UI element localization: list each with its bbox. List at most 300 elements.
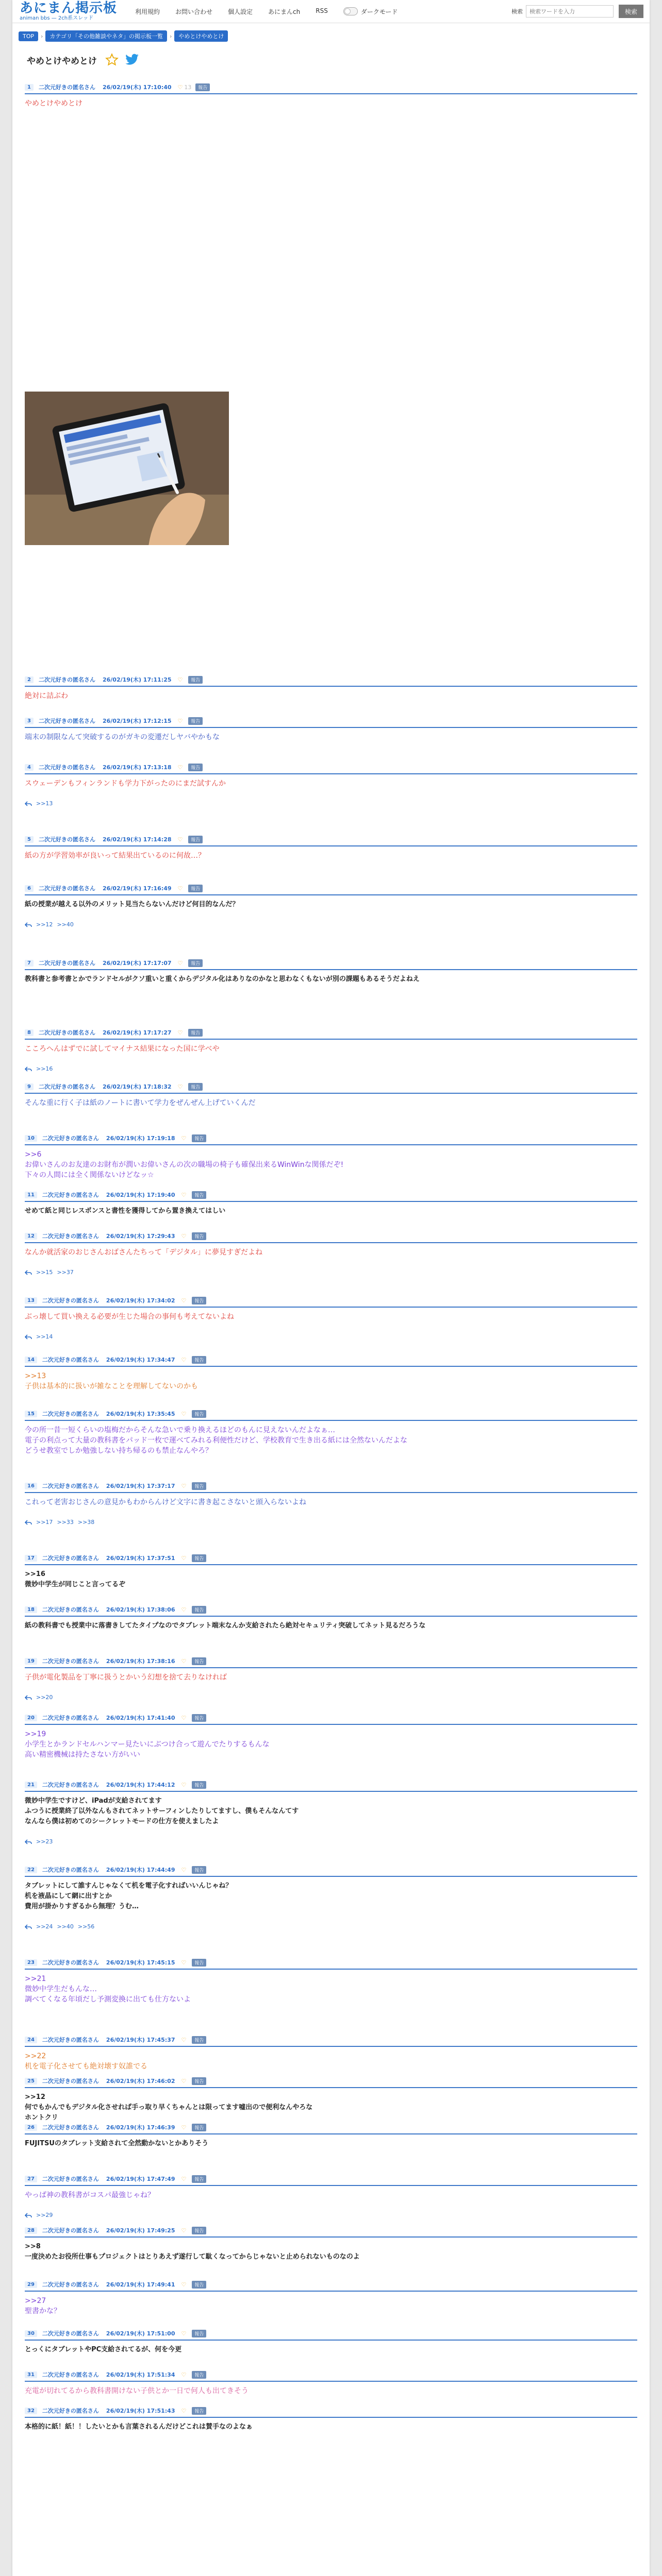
post-number[interactable]: 2: [25, 676, 34, 683]
post-date: 26/02/19(木) 17:16:49: [102, 885, 172, 892]
post-body: こころへんはずでに試してマイナス結果になった国に学べや: [25, 1045, 220, 1053]
heart-icon[interactable]: ♡: [181, 1191, 187, 1198]
post-body: 今の所一昔一短くらいの塩梅だからそんな急いで乗り換えるほどのもんに見えないんだよなぁ… 電子の利点って大量の教科書をパッド一枚で運べてみれる利便性だけど、学校教育で生き出る紙には全然ないんだよな どうせ教室でしか勉強しない持ち帰るのも禁止なんやろ？: [25, 1426, 407, 1455]
heart-icon[interactable]: ♡: [181, 1554, 187, 1562]
heart-icon[interactable]: ♡: [181, 1134, 187, 1142]
report-button[interactable]: 報告: [192, 2175, 206, 2183]
post-number[interactable]: 7: [25, 960, 34, 967]
post-meta: [25, 1780, 637, 1789]
reply-arrow-icon: [25, 1924, 32, 1929]
post-date: 26/02/19(木) 17:38:16: [106, 1658, 175, 1665]
toggle-track[interactable]: [343, 7, 358, 15]
poster-name: 二次元好きの匿名さん: [38, 1083, 95, 1090]
post-date: 26/02/19(木) 17:19:18: [106, 1135, 175, 1142]
post-body: >>27 聖書かな？: [25, 2297, 61, 2315]
reply-links: [25, 1838, 637, 1845]
post-number[interactable]: 18: [25, 1606, 37, 1613]
heart-icon[interactable]: ♡: [181, 1657, 187, 1665]
post-body: ぶっ壊して買い換える必要が生じた場合の事何も考えてないよね: [25, 1313, 234, 1321]
post-meta: [25, 2280, 637, 2289]
post-date: 26/02/19(木) 17:51:00: [106, 2330, 175, 2337]
post-date: 26/02/19(木) 17:44:49: [106, 1867, 175, 1873]
post-body: 端末の制限なんて突破するのがガキの変遷だしヤバやかもな: [25, 733, 220, 741]
thread-title-row: [27, 53, 650, 66]
heart-icon[interactable]: ♡: [181, 1356, 187, 1363]
breadcrumb-thread[interactable]: やめとけやめとけ: [174, 30, 228, 42]
post-meta: [25, 1553, 637, 1563]
post-date: 26/02/19(木) 17:38:06: [106, 1606, 175, 1613]
post-meta: [25, 835, 637, 844]
post: [25, 2280, 637, 2316]
post: [25, 1296, 637, 1340]
heart-icon[interactable]: ♡: [177, 1083, 183, 1090]
post-body: なんか就活家のおじさんおばさんたちって「デジタル」に夢見すぎだよね: [25, 1248, 263, 1257]
post-number[interactable]: 11: [25, 1192, 37, 1198]
heart-icon[interactable]: ♡: [177, 885, 183, 892]
heart-icon[interactable]: ♡: [181, 2330, 187, 2337]
post: [25, 1780, 637, 1845]
report-button[interactable]: 報告: [192, 2077, 206, 2085]
reply-arrow-icon: [25, 1520, 32, 1525]
heart-icon[interactable]: ♡: [181, 2036, 187, 2043]
search-label: 検索: [511, 8, 523, 15]
report-button[interactable]: 報告: [192, 1781, 206, 1789]
post-date: 26/02/19(木) 17:45:15: [106, 1959, 175, 1966]
search-input[interactable]: [526, 5, 614, 18]
like-count: 13: [184, 83, 192, 91]
post-body: 微妙中学生ですけど、iPadが支給されてます ふつうに授業終了以外なんもされてネットサーフィンしたりしてますし、僕もそんなんてす なんなら僕は初めてのシークレットモードの仕方を使えましたよ: [25, 1797, 299, 1825]
reply-link[interactable]: >>16: [36, 1065, 53, 1072]
poster-name: 二次元好きの匿名さん: [42, 1297, 99, 1304]
reply-arrow-icon: [25, 801, 32, 806]
search-button[interactable]: 検索: [619, 5, 643, 18]
heart-icon[interactable]: ♡: [181, 2407, 187, 2414]
breadcrumb: [19, 30, 650, 42]
report-button[interactable]: 報告: [188, 836, 203, 843]
heart-icon[interactable]: ♡: [181, 1959, 187, 1966]
post-body: せめて紙と同じレスポンスと書性を獲得してから置き換えてはしい: [25, 1207, 226, 1215]
poster-name: 二次元好きの匿名さん: [38, 836, 95, 843]
poster-name: 二次元好きの匿名さん: [38, 84, 95, 91]
heart-icon[interactable]: ♡: [181, 1606, 187, 1613]
poster-name: 二次元好きの匿名さん: [42, 2124, 99, 2131]
post-number[interactable]: 1: [25, 84, 34, 91]
report-button[interactable]: 報告: [188, 959, 203, 967]
reply-links: [25, 921, 637, 928]
nav-terms[interactable]: 利用規約: [135, 8, 160, 15]
reply-arrow-icon: [25, 922, 32, 927]
post-body: やっぱ神の教科書がコスパ最強じゃね？: [25, 2191, 155, 2199]
heart-icon[interactable]: ♡: [177, 717, 183, 724]
heart-icon[interactable]: ♡: [181, 1410, 187, 1417]
report-button[interactable]: 報告: [192, 2227, 206, 2234]
poster-name: 二次元好きの匿名さん: [42, 1483, 99, 1489]
post-date: 26/02/19(木) 17:46:02: [106, 2078, 175, 2084]
post: [25, 2406, 637, 2432]
post-number[interactable]: 28: [25, 2227, 37, 2234]
post: [25, 1355, 637, 1392]
report-button[interactable]: 報告: [192, 1554, 206, 1562]
nav-contact[interactable]: お問い合わせ: [175, 8, 213, 15]
nav-animanch[interactable]: あにまんch: [268, 8, 301, 15]
report-button[interactable]: 報告: [192, 2124, 206, 2131]
page: [12, 0, 650, 2576]
post: [25, 1028, 637, 1072]
report-button[interactable]: 報告: [192, 1714, 206, 1722]
reply-link[interactable]: >>56: [77, 1923, 95, 1930]
post-number[interactable]: 19: [25, 1658, 37, 1665]
bird-icon[interactable]: [125, 54, 139, 66]
post-number[interactable]: 13: [25, 1297, 37, 1304]
poster-name: 二次元好きの匿名さん: [42, 1411, 99, 1417]
post-date: 26/02/19(木) 17:17:07: [102, 960, 172, 967]
reply-links: [25, 1923, 637, 1930]
report-button[interactable]: 報告: [192, 1657, 206, 1665]
post-number[interactable]: 21: [25, 1782, 37, 1788]
post-number[interactable]: 14: [25, 1357, 37, 1363]
post-date: 26/02/19(木) 17:49:25: [106, 2227, 175, 2234]
heart-icon[interactable]: ♡: [181, 1297, 187, 1304]
post-date: 26/02/19(木) 17:51:43: [106, 2408, 175, 2414]
post-number[interactable]: 15: [25, 1411, 37, 1417]
post-date: 26/02/19(木) 17:19:40: [106, 1192, 175, 1198]
post-meta: [25, 1231, 637, 1241]
post-date: 26/02/19(木) 17:37:51: [106, 1555, 175, 1562]
post-date: 26/02/19(木) 17:14:28: [102, 836, 172, 843]
post-body: >>22 机を電子化させても絶対壊す奴誰でる: [25, 2052, 147, 2071]
post-date: 26/02/19(木) 17:45:37: [106, 2037, 175, 2043]
site-logo[interactable]: [20, 1, 123, 22]
post: [25, 82, 637, 109]
post-body: >>12 何でもかんでもデジタル化させれば手っ取り早くちゃんとは限ってます嘘出ので便利なんやろな ホントクリ: [25, 2093, 313, 2122]
post-body: 紙の方が学習効率が良いって結果出ているのに何故…？: [25, 852, 205, 860]
post-meta: [25, 1605, 637, 1614]
reply-link[interactable]: >>37: [57, 1269, 74, 1276]
post-number[interactable]: 16: [25, 1483, 37, 1489]
poster-name: 二次元好きの匿名さん: [42, 1715, 99, 1721]
report-button[interactable]: 報告: [192, 2281, 206, 2289]
post-date: 26/02/19(木) 17:10:40: [102, 84, 172, 91]
post: [25, 1958, 637, 2005]
post-number[interactable]: 30: [25, 2330, 37, 2337]
heart-icon[interactable]: ♡: [181, 2175, 187, 2182]
report-button[interactable]: 報告: [192, 1191, 206, 1199]
report-button[interactable]: 報告: [192, 1959, 206, 1967]
poster-name: 二次元好きの匿名さん: [42, 2330, 99, 2337]
post-body: FUJITSUのタブレット支給されて全然動かないとかありそう: [25, 2140, 209, 2147]
post-meta: [25, 675, 637, 684]
post: [25, 835, 637, 861]
breadcrumb-top[interactable]: TOP: [19, 31, 38, 41]
heart-icon[interactable]: ♡: [181, 2077, 187, 2084]
poster-name: 二次元好きの匿名さん: [38, 764, 95, 771]
post-date: 26/02/19(木) 17:51:34: [106, 2371, 175, 2378]
post: [25, 1605, 637, 1631]
report-button[interactable]: 報告: [192, 2407, 206, 2415]
post-number[interactable]: 17: [25, 1555, 37, 1562]
site-header: [12, 0, 650, 23]
post-body: 絶対に詰ぶわ: [25, 692, 68, 700]
nav-settings[interactable]: 個人設定: [228, 8, 253, 15]
post: [25, 1082, 637, 1108]
post-meta: [25, 2226, 637, 2235]
post-meta: [25, 2076, 637, 2086]
post-body: >>19 小学生とかランドセルハンマー見たいにぶつけ合って遊んでたりするもんな 高い精密機械は持たさない方がいい: [25, 1730, 270, 1759]
post-meta: [25, 2406, 637, 2415]
heart-icon[interactable]: ♡: [181, 1232, 187, 1240]
heart-icon[interactable]: ♡: [181, 2371, 187, 2378]
reply-link[interactable]: >>12: [36, 921, 53, 928]
post: [25, 2076, 637, 2123]
report-button[interactable]: 報告: [192, 2330, 206, 2337]
post-date: 26/02/19(木) 17:46:39: [106, 2124, 175, 2131]
reply-arrow-icon: [25, 1839, 32, 1844]
post-meta: [25, 2329, 637, 2338]
heart-icon[interactable]: ♡: [177, 1029, 183, 1036]
post-body: 子供が電化製品を丁寧に扱うとかいう幻想を捨て去りなければ: [25, 1673, 227, 1682]
post: [25, 2123, 637, 2149]
post: [25, 2226, 637, 2262]
report-button[interactable]: 報告: [188, 717, 203, 725]
poster-name: 二次元好きの匿名さん: [38, 885, 95, 892]
reply-link[interactable]: >>20: [36, 1694, 53, 1701]
post-meta: [25, 1296, 637, 1305]
poster-name: 二次元好きの匿名さん: [38, 718, 95, 724]
post-number[interactable]: 32: [25, 2408, 37, 2414]
heart-icon[interactable]: ♡: [181, 2281, 187, 2288]
post-meta: [25, 762, 637, 772]
post-number[interactable]: 31: [25, 2371, 37, 2378]
reply-link[interactable]: >>38: [77, 1519, 95, 1526]
reply-links: [25, 1269, 637, 1276]
post-number[interactable]: 6: [25, 885, 34, 892]
post-meta: [25, 2123, 637, 2132]
report-button[interactable]: 報告: [192, 1134, 206, 1142]
post-date: 26/02/19(木) 17:13:18: [102, 764, 172, 771]
report-button[interactable]: 報告: [188, 764, 203, 771]
post-body: タブレットにして誰すんじゃなくて机を電子化すればいいんじゃね？ 机を液晶にして網に出すとか 費用が掛かりすぎるから無理？うむ…: [25, 1882, 233, 1910]
nav-rss[interactable]: RSS: [316, 7, 328, 14]
post-number[interactable]: 12: [25, 1233, 37, 1240]
poster-name: 二次元好きの匿名さん: [42, 2037, 99, 2043]
post: [25, 1656, 637, 1701]
post: [25, 1865, 637, 1930]
poster-name: 二次元好きの匿名さん: [42, 2371, 99, 2378]
poster-name: 二次元好きの匿名さん: [38, 1029, 95, 1036]
heart-icon[interactable]: ♡: [177, 83, 183, 91]
poster-name: 二次元好きの匿名さん: [42, 1555, 99, 1562]
post: [25, 1190, 637, 1216]
post-meta: [25, 1082, 637, 1091]
post: [25, 762, 637, 807]
heart-icon[interactable]: ♡: [181, 1482, 187, 1489]
poster-name: 二次元好きの匿名さん: [42, 1658, 99, 1665]
reply-link[interactable]: >>13: [36, 800, 53, 807]
post-number[interactable]: 4: [25, 764, 34, 771]
post: [25, 2370, 637, 2396]
report-button[interactable]: 報告: [192, 1356, 206, 1364]
post-number[interactable]: 27: [25, 2176, 37, 2182]
post-number[interactable]: 24: [25, 2037, 37, 2043]
poster-name: 二次元好きの匿名さん: [42, 2281, 99, 2288]
heart-icon[interactable]: ♡: [181, 1866, 187, 1873]
post-body: 紙の教科書でも授業中に落書きしてたタイプなのでタブレット端末なんか支給されたら絶対セキュリティ突破してネット見るだろうな: [25, 1622, 426, 1630]
poster-name: 二次元好きの匿名さん: [38, 960, 95, 967]
post-meta: [25, 958, 637, 968]
report-button[interactable]: 報告: [192, 1232, 206, 1240]
post: [25, 884, 637, 928]
post-meta: [25, 884, 637, 893]
post-number[interactable]: 9: [25, 1083, 34, 1090]
reply-link[interactable]: >>23: [36, 1838, 53, 1845]
post-body: 充電が切れてるから教科書開けない子供とか一日で何人も出てきそう: [25, 2387, 249, 2395]
toggle-knob: [344, 8, 351, 14]
post-body: これって老害おじさんの意見かもわからんけど文字に書き起こさないと頭入らないよね: [25, 1498, 306, 1506]
poster-name: 二次元好きの匿名さん: [42, 1867, 99, 1873]
dark-mode-toggle[interactable]: [343, 7, 398, 16]
post-body: 紙の授業が越える以外のメリット見当たらないんだけど何目的なんだ？: [25, 901, 239, 908]
post-body: >>13 子供は基本的に扱いが雑なことを理解してないのかも: [25, 1372, 198, 1391]
heart-icon[interactable]: ♡: [181, 1781, 187, 1788]
post: [25, 2174, 637, 2218]
post-number[interactable]: 20: [25, 1715, 37, 1721]
post-meta: [25, 1713, 637, 1722]
post: [25, 675, 637, 701]
breadcrumb-separator: ›: [169, 32, 172, 40]
post-meta: [25, 82, 637, 92]
post-meta: [25, 1958, 637, 1967]
poster-name: 二次元好きの匿名さん: [42, 1606, 99, 1613]
report-button[interactable]: 報告: [192, 1297, 206, 1304]
report-button[interactable]: 報告: [188, 676, 203, 684]
reply-links: [25, 1519, 637, 1526]
report-button[interactable]: 報告: [188, 885, 203, 892]
post-meta: [25, 1355, 637, 1364]
post: [25, 1231, 637, 1276]
poster-name: 二次元好きの匿名さん: [42, 2176, 99, 2182]
post-image[interactable]: [25, 392, 229, 547]
logo-main: あにまん掲示板: [20, 1, 118, 16]
post-date: 26/02/19(木) 17:29:43: [106, 1233, 175, 1240]
poster-name: 二次元好きの匿名さん: [42, 1959, 99, 1966]
post-body: 本格的に紙！紙！！したいとかも言葉されるんだけどこれは賛手なのよなぁ: [25, 2423, 253, 2431]
post-meta: [25, 1190, 637, 1199]
post-number[interactable]: 10: [25, 1135, 37, 1142]
post-meta: [25, 2174, 637, 2183]
post-body: そんな重に行く子は紙のノートに書いて学力をぜんぜん上げていくんだ: [25, 1099, 256, 1107]
breadcrumb-category[interactable]: カテゴリ「その他雑談やネタ」の掲示板一覧: [45, 30, 167, 42]
reply-link[interactable]: >>29: [36, 2212, 53, 2218]
post-body: >>8 一度決めたお役所仕事もプロジェクトはとりあえず遂行して駄くなってからじゃないと止められないものなのよ: [25, 2243, 360, 2261]
post-number[interactable]: 29: [25, 2281, 37, 2288]
heart-icon[interactable]: ♡: [181, 1714, 187, 1721]
reply-link[interactable]: >>40: [57, 1923, 74, 1930]
reply-link[interactable]: >>40: [57, 921, 74, 928]
heart-icon[interactable]: ♡: [177, 959, 183, 967]
dark-mode-label: ダークモード: [360, 8, 398, 15]
post-meta: [25, 716, 637, 725]
post-date: 26/02/19(木) 17:41:40: [106, 1715, 175, 1721]
report-button[interactable]: 報告: [192, 2371, 206, 2379]
post-meta: [25, 1481, 637, 1490]
reply-link[interactable]: >>33: [57, 1519, 74, 1526]
post-date: 26/02/19(木) 17:35:45: [106, 1411, 175, 1417]
post-number[interactable]: 23: [25, 1959, 37, 1966]
post-number[interactable]: 25: [25, 2078, 37, 2084]
post-number[interactable]: 5: [25, 836, 34, 843]
report-button[interactable]: 報告: [192, 1410, 206, 1418]
heart-icon[interactable]: ♡: [177, 676, 183, 683]
site-nav: [135, 7, 343, 16]
post-number[interactable]: 22: [25, 1867, 37, 1873]
poster-name: 二次元好きの匿名さん: [42, 2078, 99, 2084]
poster-name: 二次元好きの匿名さん: [42, 1135, 99, 1142]
post: [25, 2035, 637, 2072]
reply-arrow-icon: [25, 1695, 32, 1700]
report-button[interactable]: 報告: [192, 1606, 206, 1614]
post-date: 26/02/19(木) 17:17:27: [102, 1029, 172, 1036]
search-box: [511, 5, 643, 18]
post-meta: [25, 1028, 637, 1037]
report-button[interactable]: 報告: [192, 1866, 206, 1874]
report-button[interactable]: 報告: [192, 2036, 206, 2044]
reply-link[interactable]: >>17: [36, 1519, 53, 1526]
post: [25, 958, 637, 985]
post-date: 26/02/19(木) 17:49:41: [106, 2281, 175, 2288]
post-date: 26/02/19(木) 17:44:12: [106, 1782, 175, 1788]
post-number[interactable]: 26: [25, 2124, 37, 2131]
star-icon[interactable]: [105, 53, 119, 66]
report-button[interactable]: 報告: [192, 1482, 206, 1490]
post-date: 26/02/19(木) 17:12:15: [102, 718, 172, 724]
post-number[interactable]: 8: [25, 1029, 34, 1036]
report-button[interactable]: 報告: [188, 1029, 203, 1037]
post-body: スウェーデンもフィンランドも学力下がったのにまだ試すんか: [25, 779, 226, 788]
heart-icon[interactable]: ♡: [181, 2124, 187, 2131]
reply-link[interactable]: >>15: [36, 1269, 53, 1276]
post-date: 26/02/19(木) 17:11:25: [102, 676, 172, 683]
poster-name: 二次元好きの匿名さん: [42, 1192, 99, 1198]
post-body: とっくにタブレットやPC支給されてるが、何を今更: [25, 2346, 182, 2353]
report-button[interactable]: 報告: [188, 1083, 203, 1091]
post-number[interactable]: 3: [25, 718, 34, 724]
post-body: 教科書と参考書とかでランドセルがクソ重いと重くからデジタル化はありなのかなと思わなくもないが別の課題もあるそうだよねえ: [25, 975, 420, 983]
post-meta: [25, 2035, 637, 2044]
tablet-photo: [25, 392, 229, 545]
post: [25, 2329, 637, 2355]
post-meta: [25, 1133, 637, 1143]
poster-name: 二次元好きの匿名さん: [42, 2227, 99, 2234]
heart-icon[interactable]: ♡: [177, 836, 183, 843]
reply-arrow-icon: [25, 1334, 32, 1340]
post-body: >>21 微妙中学生だもんな… 調べてくなる年頃だし予測変換に出ても仕方ないよ: [25, 1975, 191, 2004]
reply-links: [25, 2212, 637, 2218]
poster-name: 二次元好きの匿名さん: [42, 1233, 99, 1240]
reply-link[interactable]: >>24: [36, 1923, 53, 1930]
post-date: 26/02/19(木) 17:37:17: [106, 1483, 175, 1489]
reply-link[interactable]: >>14: [36, 1333, 53, 1340]
report-button[interactable]: 報告: [195, 83, 210, 91]
post: [25, 1553, 637, 1590]
post-date: 26/02/19(木) 17:18:32: [102, 1083, 172, 1090]
post-meta: [25, 1656, 637, 1666]
heart-icon[interactable]: ♡: [177, 764, 183, 771]
post-meta: [25, 2370, 637, 2379]
heart-icon[interactable]: ♡: [181, 2227, 187, 2234]
poster-name: 二次元好きの匿名さん: [42, 1782, 99, 1788]
reply-links: [25, 1065, 637, 1072]
logo-sub: animan bbs — 2ch系スレッド: [20, 15, 93, 21]
